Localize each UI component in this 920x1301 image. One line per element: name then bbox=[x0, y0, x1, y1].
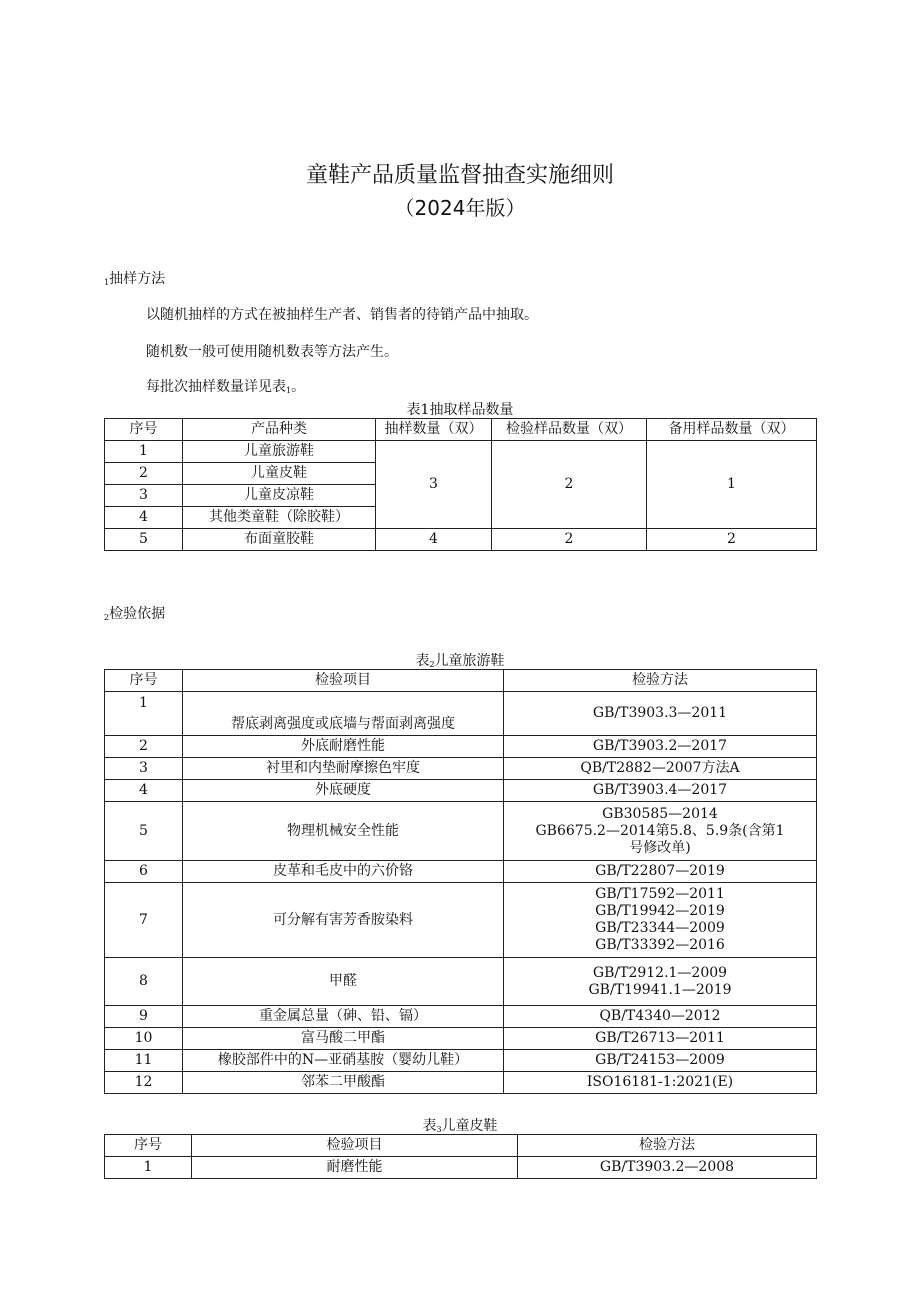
row-no: 8 bbox=[105, 958, 183, 1006]
row-no: 10 bbox=[105, 1028, 183, 1050]
row-no: 3 bbox=[105, 758, 183, 780]
row-method: GB/T17592—2011 GB/T19942—2019 GB/T23344—2009 GB/T33392—2016 bbox=[504, 883, 817, 958]
row-item: 耐磨性能 bbox=[192, 1157, 518, 1179]
row-item: 邻苯二甲酸酯 bbox=[183, 1072, 504, 1094]
table-2-caption-number: 2 bbox=[429, 660, 435, 669]
inspection-items-table-children-sports-shoes bbox=[104, 669, 817, 1094]
table-3-caption bbox=[0, 1115, 920, 1135]
header-no: 序号 bbox=[105, 670, 183, 692]
row-no: 1 bbox=[105, 441, 183, 463]
row-item: 物理机械安全性能 bbox=[183, 802, 504, 861]
header-backup-qty: 备用样品数量（双） bbox=[647, 419, 817, 441]
header-no: 序号 bbox=[105, 1135, 192, 1157]
header-method: 检验方法 bbox=[518, 1135, 817, 1157]
header-no: 序号 bbox=[105, 419, 183, 441]
table-row bbox=[105, 692, 817, 736]
row-sample-qty: 4 bbox=[376, 529, 492, 551]
row-item: 可分解有害芳香胺染料 bbox=[183, 883, 504, 958]
document-title: 童鞋产品质量监督抽查实施细则 bbox=[305, 163, 614, 188]
header-sample-qty: 抽样数量（双） bbox=[376, 419, 492, 441]
section-1-heading bbox=[104, 268, 165, 288]
table-2-caption-prefix: 表 bbox=[415, 653, 430, 669]
row-test-qty: 2 bbox=[492, 529, 647, 551]
header-product-type: 产品种类 bbox=[183, 419, 376, 441]
row-item: 甲醛 bbox=[183, 958, 504, 1006]
table-header-row bbox=[105, 419, 817, 441]
row-no: 5 bbox=[105, 529, 183, 551]
table-1-caption: 表1抽取样品数量 bbox=[406, 402, 514, 418]
document-version: （2024年版） bbox=[394, 196, 526, 220]
table-row bbox=[105, 529, 817, 551]
row-no: 2 bbox=[105, 736, 183, 758]
row-no: 9 bbox=[105, 1006, 183, 1028]
row-item: 重金属总量（砷、铅、镉） bbox=[183, 1006, 504, 1028]
table-row bbox=[105, 1050, 817, 1072]
row-method: GB/T3903.2—2017 bbox=[504, 736, 817, 758]
table-row bbox=[105, 883, 817, 958]
row-method: QB/T2882—2007方法A bbox=[504, 758, 817, 780]
table-row bbox=[105, 758, 817, 780]
table-row bbox=[105, 1072, 817, 1094]
table-3-caption-text: 儿童皮鞋 bbox=[441, 1118, 498, 1134]
table-header-row bbox=[105, 670, 817, 692]
row-item: 橡胶部件中的N—亚硝基胺（婴幼儿鞋） bbox=[183, 1050, 504, 1072]
table-3-caption-prefix: 表 bbox=[422, 1118, 437, 1134]
header-item: 检验项目 bbox=[183, 670, 504, 692]
table-header-row bbox=[105, 1135, 817, 1157]
row-type: 儿童皮鞋 bbox=[183, 463, 376, 485]
section-2-heading bbox=[104, 603, 165, 623]
header-test-qty: 检验样品数量（双） bbox=[492, 419, 647, 441]
row-type: 儿童皮凉鞋 bbox=[183, 485, 376, 507]
paragraph-1: 以随机抽样的方式在被抽样生产者、销售者的待销产品中抽取。 bbox=[146, 307, 538, 323]
row-no: 4 bbox=[105, 507, 183, 529]
row-no: 11 bbox=[105, 1050, 183, 1072]
section-2-number: 2 bbox=[104, 613, 110, 622]
row-method: GB/T3903.4—2017 bbox=[504, 780, 817, 802]
group-sample-qty: 3 bbox=[376, 441, 492, 529]
row-item: 外底硬度 bbox=[183, 780, 504, 802]
row-item: 富马酸二甲酯 bbox=[183, 1028, 504, 1050]
header-method: 检验方法 bbox=[504, 670, 817, 692]
row-no: 7 bbox=[105, 883, 183, 958]
row-no: 12 bbox=[105, 1072, 183, 1094]
row-type: 其他类童鞋（除胶鞋） bbox=[183, 507, 376, 529]
row-no: 1 bbox=[105, 692, 183, 736]
row-method: GB/T2912.1—2009 GB/T19941.1—2019 bbox=[504, 958, 817, 1006]
paragraph-3-end: 。 bbox=[291, 379, 306, 395]
table-row bbox=[105, 1157, 817, 1179]
row-no: 5 bbox=[105, 802, 183, 861]
table-row bbox=[105, 780, 817, 802]
row-method: GB/T22807—2019 bbox=[504, 861, 817, 883]
inspection-items-table-children-leather-shoes bbox=[104, 1134, 817, 1179]
row-method: GB30585—2014 GB6675.2—2014第5.8、5.9条(含第1 号修改单) bbox=[504, 802, 817, 861]
row-item: 衬里和内垫耐摩擦色牢度 bbox=[183, 758, 504, 780]
table-2-caption-text: 儿童旅游鞋 bbox=[434, 653, 505, 669]
paragraph-3 bbox=[146, 376, 305, 396]
section-1-number: 1 bbox=[104, 278, 110, 287]
table-row bbox=[105, 861, 817, 883]
row-no: 1 bbox=[105, 1157, 192, 1179]
paragraph-3-text: 每批次抽样数量详见表 bbox=[146, 379, 286, 395]
row-no: 6 bbox=[105, 861, 183, 883]
section-2-title: 检验依据 bbox=[109, 606, 166, 622]
row-type: 布面童胶鞋 bbox=[183, 529, 376, 551]
table-3-caption-number: 3 bbox=[436, 1125, 442, 1134]
table-row bbox=[105, 1028, 817, 1050]
row-type: 儿童旅游鞋 bbox=[183, 441, 376, 463]
paragraph-2: 随机数一般可使用随机数表等方法产生。 bbox=[146, 344, 398, 360]
row-no: 2 bbox=[105, 463, 183, 485]
row-method: GB/T26713—2011 bbox=[504, 1028, 817, 1050]
row-method: GB/T3903.2—2008 bbox=[518, 1157, 817, 1179]
row-item: 外底耐磨性能 bbox=[183, 736, 504, 758]
table-row bbox=[105, 958, 817, 1006]
section-1-title: 抽样方法 bbox=[109, 271, 166, 287]
table-2-caption bbox=[0, 650, 920, 670]
sample-quantity-table bbox=[104, 418, 817, 551]
row-item: 皮革和毛皮中的六价铬 bbox=[183, 861, 504, 883]
header-item: 检验项目 bbox=[192, 1135, 518, 1157]
row-no: 3 bbox=[105, 485, 183, 507]
row-backup-qty: 2 bbox=[647, 529, 817, 551]
table-row bbox=[105, 1006, 817, 1028]
group-backup-qty: 1 bbox=[647, 441, 817, 529]
row-no: 4 bbox=[105, 780, 183, 802]
row-method: QB/T4340—2012 bbox=[504, 1006, 817, 1028]
group-test-qty: 2 bbox=[492, 441, 647, 529]
table-row bbox=[105, 441, 817, 463]
table-row bbox=[105, 736, 817, 758]
row-item: 帮底剥离强度或底墙与帮面剥离强度 bbox=[183, 692, 504, 736]
row-method: GB/T24153—2009 bbox=[504, 1050, 817, 1072]
row-method: GB/T3903.3—2011 bbox=[504, 692, 817, 736]
paragraph-3-ref: 1 bbox=[286, 386, 292, 395]
table-row bbox=[105, 802, 817, 861]
row-method: ISO16181-1:2021(E) bbox=[504, 1072, 817, 1094]
